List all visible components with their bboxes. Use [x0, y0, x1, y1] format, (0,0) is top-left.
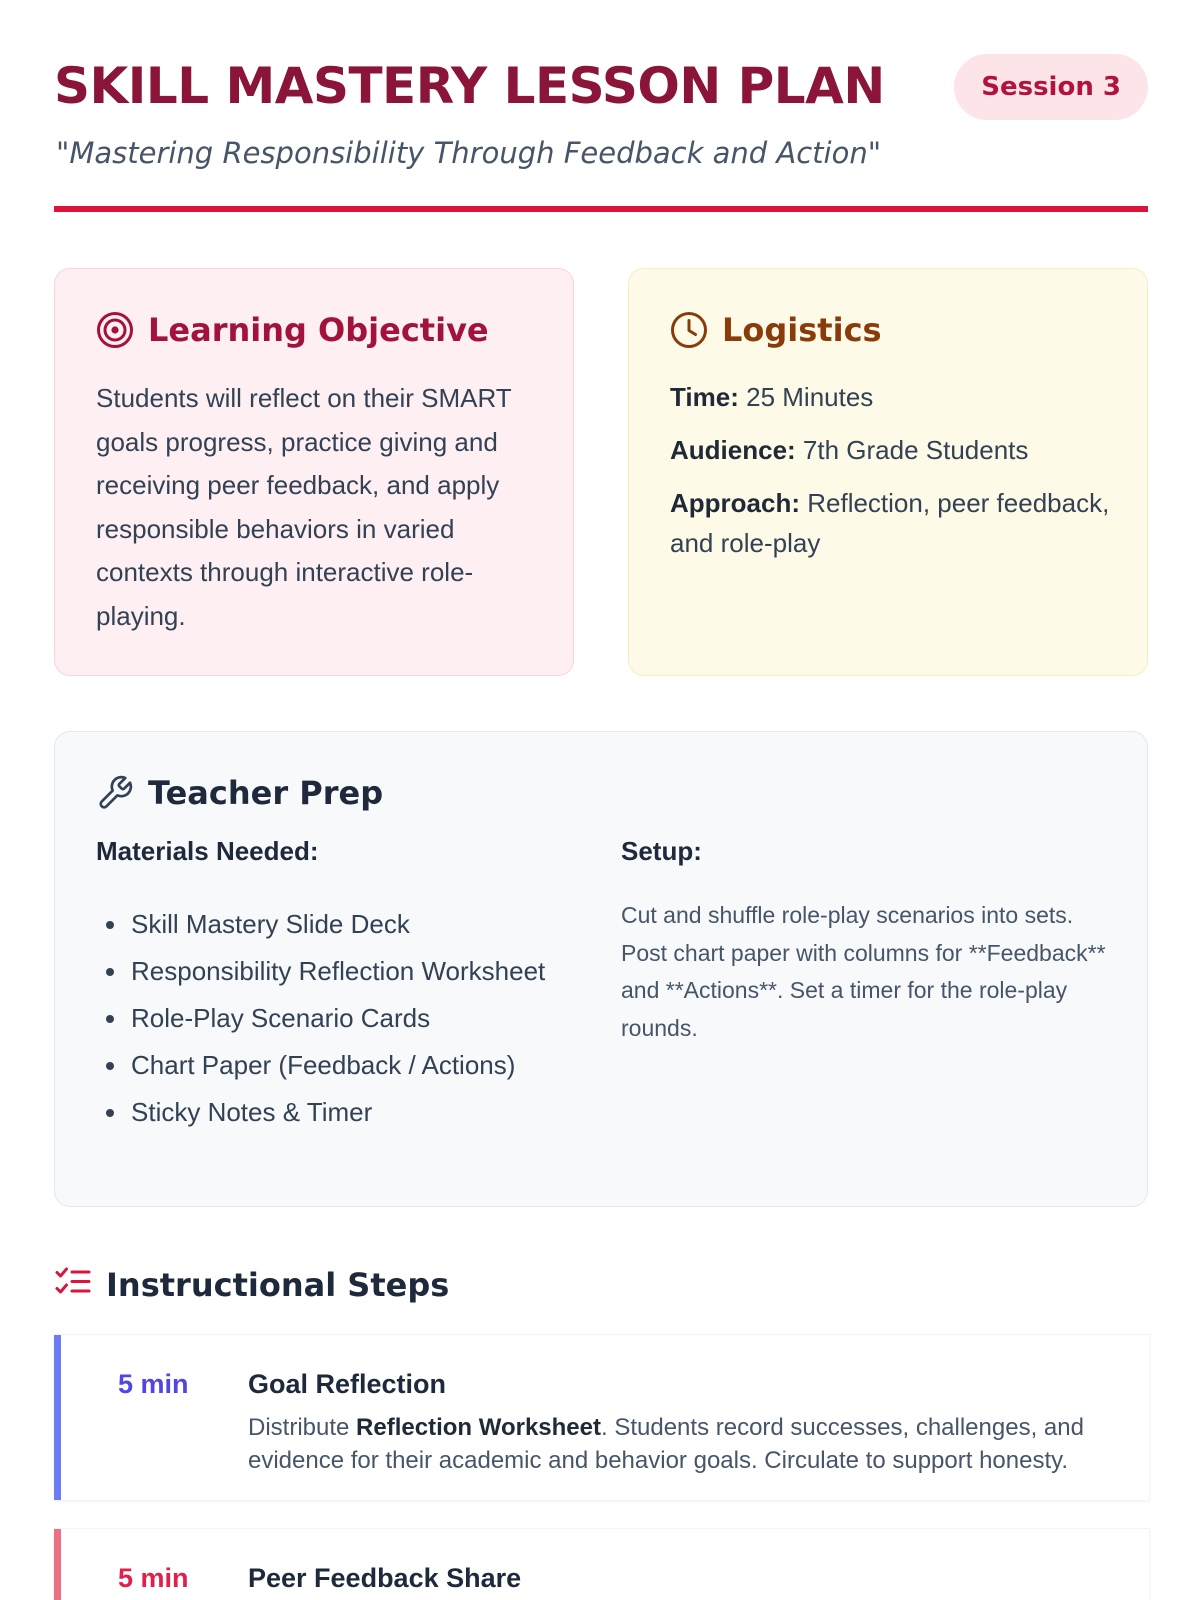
step-description — [248, 1411, 1118, 1477]
list-item: • Chart Paper (Feedback / Actions) — [129, 1045, 569, 1085]
logistics-audience — [670, 430, 1110, 470]
step-description-body: . Students record successes, challenges, and evidence for their academic and behavior goals. Circulate to support honesty. — [248, 1414, 1084, 1474]
session-badge: Session 3 — [954, 54, 1148, 120]
lesson-header — [54, 52, 1148, 170]
logistics-time-label: Time: — [670, 382, 739, 412]
learning-objective-title: Learning Objective — [148, 311, 489, 349]
list-item: • Sticky Notes & Timer — [129, 1092, 569, 1132]
step-accent-bar — [54, 1529, 61, 1600]
checklist-icon — [54, 1263, 92, 1306]
logistics-audience-value: 7th Grade Students — [802, 435, 1029, 465]
clock-icon — [670, 311, 708, 349]
logistics-approach-value: Reflection, peer feedback, and role-play — [670, 488, 1110, 558]
step-peer-feedback-share — [54, 1528, 1150, 1600]
logistics-approach — [670, 483, 1110, 563]
step-name: Peer Feedback Share — [248, 1563, 522, 1593]
teacher-prep-title: Teacher Prep — [148, 774, 384, 812]
list-item: • Skill Mastery Slide Deck — [129, 904, 569, 944]
step-duration: 5 min — [118, 1563, 189, 1593]
setup-title: Setup: — [621, 836, 702, 866]
setup-text: Cut and shuffle role-play scenarios into sets. Post chart paper with columns for **Feedback** and **Actions**. Set a timer for the role-play rounds. — [621, 902, 1106, 1041]
step-duration: 5 min — [118, 1369, 189, 1399]
materials-list — [129, 904, 569, 1139]
page-title: SKILL MASTERY LESSON PLAN — [54, 57, 885, 115]
list-item: • Responsibility Reflection Worksheet — [129, 951, 569, 991]
logistics-list — [670, 377, 1110, 576]
instructional-steps-header — [54, 1263, 449, 1306]
logistics-title: Logistics — [722, 311, 882, 349]
materials-title: Materials Needed: — [96, 836, 319, 866]
logistics-time — [670, 377, 1110, 417]
header-divider — [54, 206, 1148, 212]
page-subtitle: "Mastering Responsibility Through Feedback and Action" — [56, 136, 882, 170]
learning-objective-text: Students will reflect on their SMART goals progress, practice giving and receiving peer feedback, and apply responsible behaviors in varied contexts through interactive role-playing. — [96, 383, 512, 631]
step-accent-bar — [54, 1335, 61, 1500]
instructional-steps-title: Instructional Steps — [106, 1265, 450, 1304]
logistics-time-value: 25 Minutes — [746, 382, 874, 412]
logistics-card — [628, 268, 1148, 676]
logistics-header — [670, 311, 882, 349]
wrench-icon — [96, 774, 134, 812]
teacher-prep-card — [54, 731, 1148, 1207]
learning-objective-header — [96, 311, 489, 349]
step-name: Goal Reflection — [248, 1369, 447, 1399]
list-item: • Role-Play Scenario Cards — [129, 998, 569, 1038]
learning-objective-card — [54, 268, 574, 676]
step-description-highlight: Reflection Worksheet — [356, 1414, 601, 1441]
step-goal-reflection — [54, 1334, 1150, 1501]
teacher-prep-header — [96, 774, 383, 812]
logistics-audience-label: Audience: — [670, 435, 796, 465]
logistics-approach-label: Approach: — [670, 488, 800, 518]
target-icon — [96, 311, 134, 349]
step-description-intro: Distribute — [248, 1414, 357, 1441]
